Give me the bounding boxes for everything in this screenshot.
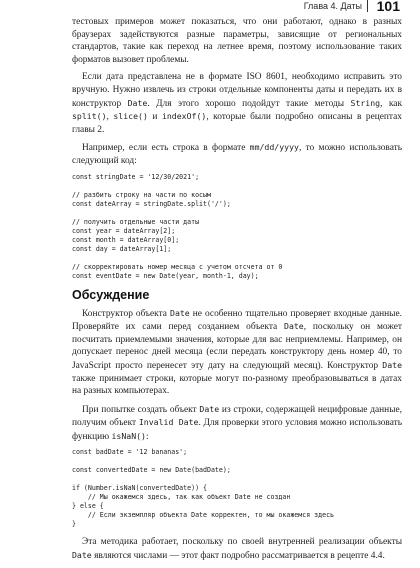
text: , как [380, 98, 402, 109]
inline-code-slice: slice() [113, 111, 148, 122]
paragraph-iso-format [72, 71, 402, 136]
text: При попытке создать объект [82, 404, 200, 415]
text: Конструктор объекта [82, 308, 171, 319]
inline-code-date: Date [170, 307, 190, 318]
text: и [147, 112, 162, 123]
text: , то можно использовать следующий код: [72, 143, 403, 166]
inline-code-string: String [350, 97, 381, 108]
code-block-bad-date: const badDate = '12 bananas'; const convertedDate = new Date(badDate); if (Number.isNaN(convertedDate)) { // Мы окажемся здесь, так как объект Date не создан } else { // Если экземпляр объекта Date корректен, то мы окажемся здесь } [72, 448, 335, 529]
paragraph-explanation [72, 536, 402, 562]
paragraph-invalid-date [72, 403, 402, 444]
inline-code-split: split() [72, 111, 107, 122]
page-number: 101 [376, 0, 400, 14]
text: , которые были подробно описаны в рецептах главы 2. [72, 112, 402, 135]
text: из строки, содержащей нецифровые данные, получим объект [72, 404, 402, 429]
page-header [0, 0, 420, 14]
inline-code-date: Date [284, 321, 304, 332]
inline-code-date: Date [199, 403, 220, 414]
page-body [72, 16, 402, 568]
inline-code-date: Date [72, 550, 92, 561]
inline-code-date: Date [127, 97, 148, 108]
inline-code-format: mm/dd/yyyy [249, 142, 299, 153]
text: не особенно тщательно проверяет входные данные. Проверяйте их сами перед созданием объекта [72, 308, 402, 333]
text: также принимает строки, которые могут по-разному преобразовываться в датах на разных компьютерах. [72, 373, 402, 397]
paragraph-continued: тестовых примеров может показаться, что они работают, однако в разных браузерах задействуются разные параметры, зависящие от региональных стандартов, такие как переход на летнее время, поэтому использование таких форматов вызовет проблемы. [72, 17, 402, 65]
text: : [146, 431, 149, 442]
inline-code-invalid-date: Invalid Date [138, 417, 199, 428]
paragraph-discussion [72, 307, 402, 398]
text: Эта методика работает, поскольку по своей внутренней реализации объекты [82, 537, 402, 548]
text: , поскольку он может посчитать приемлемыми значения, которые для вас неприемлемы. Например, он допускает перенос дней месяца (если передать конструктору день номер 40, то JavaScript просто перенесет эту дату на следующий месяц). Конструктор [72, 322, 402, 371]
text: Например, если есть строка в формате [82, 143, 250, 154]
section-heading: Обсуждение [72, 287, 150, 302]
text: Если дата представлена не в формате ISO 8601, необходимо исправить это вручную. Нужно извлечь из строки отдельные компоненты даты и передать их в конструктор [72, 72, 402, 109]
code-block-parse-date: const stringDate = '12/30/2021'; // разбить строку на части по косым const dateArray = stringDate.split('/'); // получить отдельные части даты const year = dateArray[2]; const month = dateArray[0]; const day = dateArray[1]; // скорректировать номер месяца с учетом отсчета от 0 const eventDate = new Date(year, month-1, day); [72, 172, 283, 280]
text: . Для проверки этого условия можно использовать функцию [72, 418, 403, 442]
inline-code-indexof: indexOf() [161, 111, 207, 122]
text: являются числами — этот факт подробно рассматривается в рецепте 4.4. [91, 551, 385, 562]
inline-code-date: Date [382, 359, 402, 370]
text: , [106, 112, 114, 123]
paragraph-example-intro [72, 141, 402, 167]
text: . Для этого хорошо подойдут такие методы [147, 98, 351, 109]
inline-code-isnan: isNaN() [111, 430, 146, 441]
running-header-chapter: Глава 4. Даты [304, 0, 368, 12]
